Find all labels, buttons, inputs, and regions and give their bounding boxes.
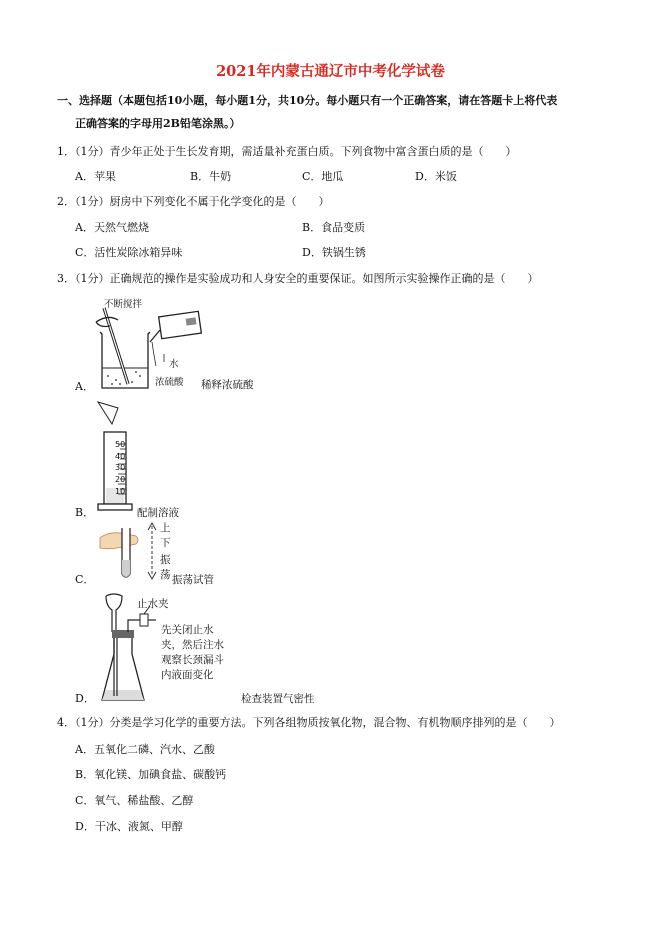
question-3-option-c-caption: 振荡试管 [172, 574, 214, 586]
question-3-option-d-letter: D． [75, 692, 95, 705]
question-3-option-b-letter: B． [75, 506, 95, 519]
question-1-option-b: B．牛奶 [190, 170, 232, 183]
tick-50: 50 [115, 440, 126, 449]
label-down: 下 [160, 537, 171, 549]
question-1-option-a: A．苹果 [75, 170, 116, 183]
question-4-stem: 4．（1分）分类是学习化学的重要方法。下列各组物质按氧化物，混合物、有机物顺序排列的是（ ） [57, 716, 561, 729]
section-heading-line-2: 正确答案的字母用2B铅笔涂黑。） [75, 117, 241, 130]
question-3-option-b-caption: 配制溶液 [137, 507, 179, 519]
figure-dilute-sulfuric-acid [90, 296, 210, 392]
question-1-option-c: C．地瓜 [302, 170, 344, 183]
tick-10: 10 [115, 487, 126, 496]
question-1-stem: 1．（1分）青少年正处于生长发育期，需适量补充蛋白质。下列食物中富含蛋白质的是（ ） [57, 145, 517, 158]
tick-30: 30 [115, 463, 126, 472]
question-4-option-b: B．氧化镁、加碘食盐、碳酸钙 [75, 768, 227, 781]
question-2-stem: 2．（1分）厨房中下列变化不属于化学变化的是（ ） [57, 195, 330, 208]
label-up: 上 [160, 522, 171, 534]
question-2-option-a: A．天然气燃烧 [75, 221, 149, 234]
label-water: 水 [169, 359, 179, 370]
label-water-clamp: 止水夹 [137, 598, 169, 610]
exam-title: 2021年内蒙古通辽市中考化学试卷 [216, 63, 445, 80]
tick-20: 20 [115, 475, 126, 484]
question-4-option-d: D．干冰、液氮、甲醇 [75, 820, 183, 833]
question-2-option-b: B．食品变质 [302, 221, 366, 234]
section-heading-line-1: 一、选择题（本题包括10小题，每小题1分，共10分。每小题只有一个正确答案，请在答题卡上将代表 [57, 94, 558, 107]
tick-40: 40 [115, 452, 126, 461]
question-3-option-a-letter: A． [75, 380, 94, 393]
figure-graduated-cylinder [92, 398, 162, 514]
question-3-option-a-caption: 稀释浓硫酸 [201, 379, 254, 391]
question-1-option-d: D．米饭 [415, 170, 457, 183]
label-instruction-4: 内液面变化 [161, 669, 214, 681]
label-dang: 荡 [160, 569, 171, 581]
question-3-stem: 3．（1分）正确规范的操作是实验成功和人身安全的重要保证。如图所示实验操作正确的是（ ） [57, 272, 539, 285]
question-4-option-a: A．五氧化二磷、汽水、乙酸 [75, 743, 215, 756]
figure-shake-test-tube [96, 520, 166, 584]
question-3-option-d-caption: 检查装置气密性 [241, 693, 315, 705]
label-zhen: 振 [160, 554, 171, 566]
question-3-option-c-letter: C． [75, 573, 95, 586]
label-instruction-2: 夹，然后注水 [161, 639, 224, 651]
label-instruction-3: 观察长颈漏斗 [161, 654, 224, 666]
label-stir: 不断搅拌 [104, 299, 143, 310]
question-4-option-c: C．氧气、稀盐酸、乙醇 [75, 794, 194, 807]
label-instruction-1: 先关闭止水 [161, 624, 214, 636]
question-2-option-c: C．活性炭除冰箱异味 [75, 246, 183, 259]
label-conc-sulfuric-acid: 浓硫酸 [155, 377, 184, 388]
question-2-option-d: D．铁锅生锈 [302, 246, 366, 259]
